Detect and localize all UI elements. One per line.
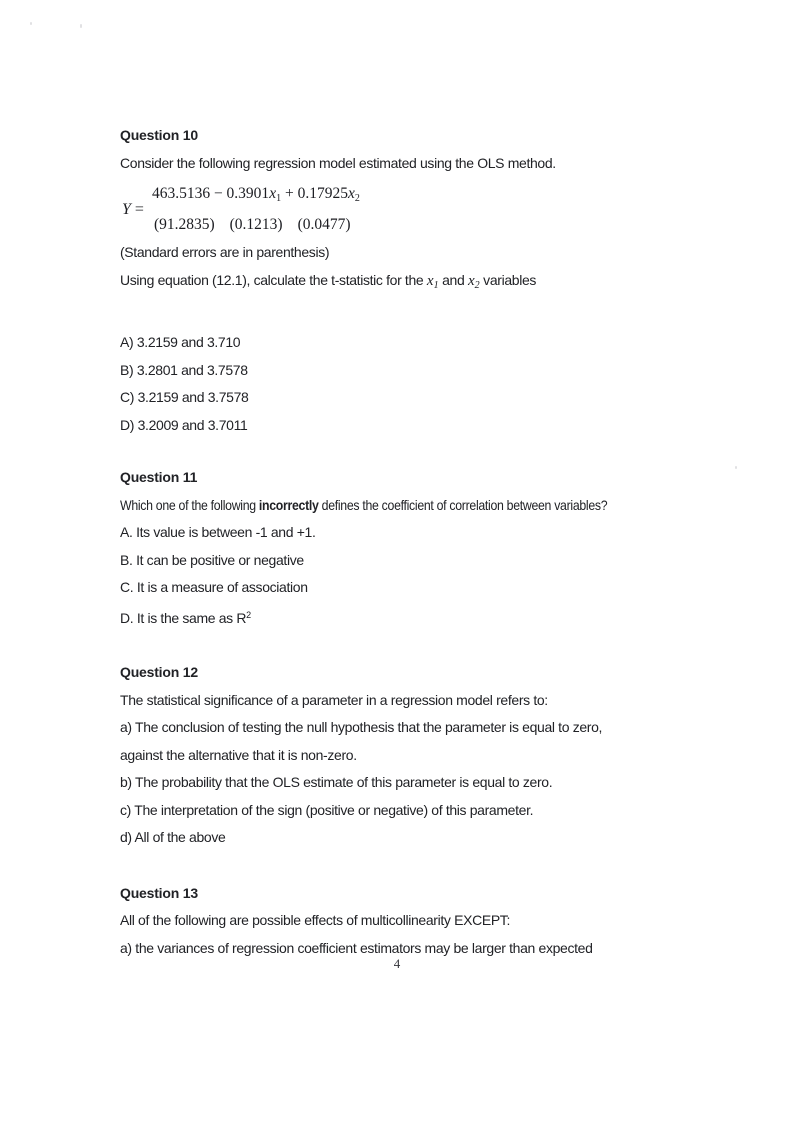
question-12-section [120,659,726,852]
std-error-3: (0.0477) [297,216,351,233]
option-a-line-2: against the alternative that it is non-zero. [120,746,357,763]
std-error-1: (91.2835) [153,216,215,233]
option-a: A) 3.2159 and 3.710 [120,334,241,350]
page-number: 4 [393,956,401,971]
question-10-intro: Consider the following regression model estimated using the OLS method. [120,154,556,171]
scan-artifact [30,22,32,25]
regression-equation [122,181,726,238]
option-a: A. Its value is between -1 and +1. [120,524,316,540]
option-d: D) 3.2009 and 3.7011 [120,416,248,433]
scan-artifact [80,24,82,28]
question-11-intro: Which one of the following incorrectly defines the coefficient of correlation between variables? [120,496,608,513]
question-13-intro: All of the following are possible effects of multicollinearity EXCEPT: [120,912,510,928]
std-error-2: (0.1213) [229,216,283,233]
r-squared-superscript: 2 [246,609,252,620]
question-10-title: Question 10 [120,127,198,143]
option-c: c) The interpretation of the sign (positive or negative) of this parameter. [120,801,534,818]
question-10-options [120,329,726,439]
question-11-section [120,464,726,632]
x2-variable: $x_2$ [467,272,480,291]
x1-variable: $x_1$ [426,272,439,291]
option-b: b) The probability that the OLS estimate of this parameter is equal to zero. [120,774,553,790]
question-13-section [120,880,726,963]
question-10-section [120,122,726,439]
question-10-note: (Standard errors are in parenthesis) [120,244,330,260]
option-b: B) 3.2801 and 3.7578 [120,361,248,378]
option-a: a) the variances of regression coefficient estimators may be larger than expected [120,939,593,956]
equation-coefficients: $463.5136 - 0.3901x_1 + 0.17925x_2$ [151,185,360,204]
question-10-prompt: Using equation (12.1), calculate the t-statistic for the $x_1$ and $x_2$ variables [120,271,537,291]
option-d: D. It is the same as $R^2$ [120,609,252,626]
scan-artifact [735,466,737,469]
option-c: C) 3.2159 and 3.7578 [120,389,249,405]
equation-standard-errors [152,212,360,238]
question-13-title: Question 13 [120,884,198,901]
page-content [120,122,726,962]
question-11-title: Question 11 [120,469,198,485]
option-a-line-1: a) The conclusion of testing the null hypothesis that the parameter is equal to zero, [120,719,603,735]
option-c: C. It is a measure of association [120,579,308,595]
option-d: d) All of the above [120,829,226,845]
equation-lhs: Y = [122,200,144,218]
option-b: B. It can be positive or negative [120,551,304,568]
equation-body [152,181,360,238]
question-12-title: Question 12 [120,664,198,680]
question-12-intro: The statistical significance of a parameter in a regression model refers to: [120,691,548,708]
